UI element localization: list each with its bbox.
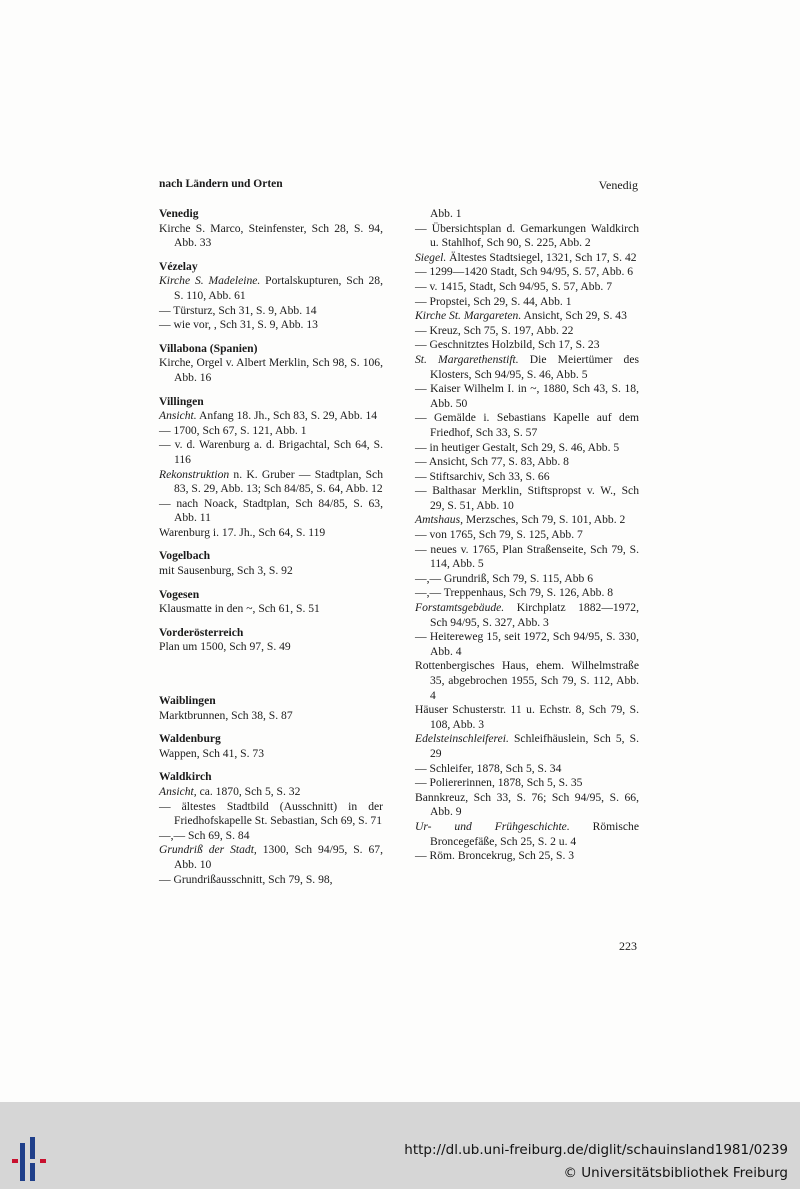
index-entry (159, 709, 383, 724)
index-entry (415, 309, 639, 324)
entry-text: Merzsches, Sch 79, S. 101, Abb. 2 (463, 513, 626, 527)
entry-text: Kirche S. Marco, Steinfenster, Sch 28, S. 94, Abb. 33 (159, 221, 383, 250)
entry-text: Ansicht, Sch 29, S. 43 (521, 309, 627, 323)
entry-text: Bannkreuz, Sch 33, S. 76; Sch 94/95, S. 66, Abb. 9 (415, 790, 639, 819)
index-entry (415, 251, 639, 266)
index-column-left (159, 207, 383, 887)
index-entry (159, 497, 383, 526)
entry-text: — Heitereweg 15, seit 1972, Sch 94/95, S. 330, Abb. 4 (415, 630, 639, 658)
entry-italic-label: Ur- und Frühgeschichte. (415, 819, 570, 833)
entry-italic-label: St. Margarethenstift. (415, 352, 519, 366)
entry-text: Plan um 1500, Sch 97, S. 49 (159, 640, 291, 654)
entry-italic-label: Ansicht, (159, 785, 197, 798)
index-entry (415, 470, 639, 485)
index-entry (159, 318, 383, 333)
entry-text: 1300, Sch 94/95, S. 67, Abb. 10 (174, 843, 383, 871)
index-entry (415, 484, 639, 513)
entry-text: — von 1765, Sch 79, S. 125, Abb. 7 (415, 528, 583, 542)
entry-text: — nach Noack, Stadtplan, Sch 84/85, S. 63, Abb. 11 (159, 496, 383, 525)
entry-text: mit Sausenburg, Sch 3, S. 92 (159, 564, 293, 578)
place-heading (159, 342, 383, 357)
entry-italic-label: Kirche S. Madeleine. (159, 274, 261, 288)
entry-text: Villingen (159, 394, 204, 408)
index-entry (415, 441, 639, 456)
index-entry (415, 513, 639, 528)
index-entry (415, 338, 639, 353)
entry-text: Villabona (Spanien) (159, 341, 258, 355)
index-entry (415, 382, 639, 411)
entry-text: Marktbrunnen, Sch 38, S. 87 (159, 708, 293, 722)
entry-text: Kirche, Orgel v. Albert Merklin, Sch 98, S. 106, Abb. 16 (159, 356, 383, 384)
entry-text: — Balthasar Merklin, Stiftspropst v. W., Sch 29, S. 51, Abb. 10 (415, 484, 639, 512)
place-heading (159, 694, 383, 709)
index-entry (415, 820, 639, 849)
index-entry (415, 791, 639, 820)
place-heading (159, 588, 383, 603)
entry-text: — in heutiger Gestalt, Sch 29, S. 46, Abb. 5 (415, 440, 620, 454)
place-heading (159, 626, 383, 641)
entry-text: Schleifhäuslein, Sch 5, S. 29 (430, 732, 639, 760)
entry-text: — Stiftsarchiv, Sch 33, S. 66 (415, 469, 550, 483)
entry-text: — v. d. Warenburg a. d. Brigachtal, Sch 64, S. 116 (159, 438, 383, 466)
entry-text: Abb. 1 (430, 207, 462, 220)
entry-text: — Propstei, Sch 29, S. 44, Abb. 1 (415, 294, 572, 308)
entry-text: ca. 1870, Sch 5, S. 32 (196, 785, 301, 798)
entry-text: — 1299—1420 Stadt, Sch 94/95, S. 57, Abb. 6 (415, 265, 634, 279)
entry-text: — Röm. Broncekrug, Sch 25, S. 3 (415, 849, 575, 863)
index-entry (415, 528, 639, 543)
entry-text: — v. 1415, Stadt, Sch 94/95, S. 57, Abb. 7 (415, 279, 612, 293)
entry-italic-label: Amtshaus, (415, 513, 463, 527)
entry-text: — neues v. 1765, Plan Straßenseite, Sch 79, S. 114, Abb. 5 (415, 542, 639, 571)
entry-italic-label: Ansicht. (159, 409, 197, 423)
entry-text: Rottenbergisches Haus, ehem. Wilhelmstraße 35, abgebrochen 1955, Sch 79, S. 112, Abb. 4 (415, 659, 639, 702)
running-header-right: Venedig (598, 178, 638, 192)
index-entry (415, 265, 639, 280)
entry-text: Waldkirch (159, 770, 212, 784)
permalink-url[interactable]: http://dl.ub.uni-freiburg.de/diglit/schauinsland1981/0239 (404, 1142, 788, 1158)
entry-text: Venedig (159, 207, 199, 220)
entry-text: Portalskupturen, Sch 28, S. 110, Abb. 61 (174, 274, 383, 302)
index-entry (159, 409, 383, 424)
entry-text: — Poliererinnen, 1878, Sch 5, S. 35 (415, 776, 583, 790)
entry-text: — wie vor, , Sch 31, S. 9, Abb. 13 (159, 318, 318, 332)
index-entry (159, 873, 383, 888)
index-entry (415, 586, 639, 601)
index-entry (415, 601, 639, 630)
place-heading (159, 395, 383, 410)
entry-text: — Grundrißausschnitt, Sch 79, S. 98, (159, 872, 333, 886)
index-entry (415, 732, 639, 761)
entry-text: — Ansicht, Sch 77, S. 83, Abb. 8 (415, 455, 569, 469)
index-entry (415, 543, 639, 572)
index-entry (159, 829, 383, 844)
entry-italic-label: Rekonstruktion (159, 467, 230, 481)
entry-text: — Schleifer, 1878, Sch 5, S. 34 (415, 761, 562, 775)
entry-text: — Kaiser Wilhelm I. in ~, 1880, Sch 43, S. 18, Abb. 50 (415, 382, 639, 410)
viewer-footer (0, 1102, 800, 1189)
place-heading (159, 770, 383, 785)
entry-text: Waiblingen (159, 694, 216, 708)
entry-text: Römische Broncegefäße, Sch 25, S. 2 u. 4 (430, 819, 639, 848)
entry-italic-label: Forstamtsgebäude. (415, 601, 505, 615)
index-entry (159, 602, 383, 617)
index-entry (159, 747, 383, 762)
entry-text: — Übersichtsplan d. Gemarkungen Waldkirch u. Stahlhof, Sch 90, S. 225, Abb. 2 (415, 221, 639, 250)
index-entry (415, 295, 639, 310)
index-entry (415, 207, 639, 222)
entry-text: —,— Treppenhaus, Sch 79, S. 126, Abb. 8 (415, 586, 614, 600)
index-entry (159, 640, 383, 655)
index-entry (159, 424, 383, 439)
entry-text: Warenburg i. 17. Jh., Sch 64, S. 119 (159, 525, 326, 539)
entry-text: — Türsturz, Sch 31, S. 9, Abb. 14 (159, 303, 317, 317)
index-entry (159, 843, 383, 872)
index-entry (415, 703, 639, 732)
index-entry (159, 356, 383, 385)
index-entry (159, 564, 383, 579)
running-header-left: nach Ländern und Orten (159, 178, 283, 190)
index-entry (415, 280, 639, 295)
index-entry (159, 785, 383, 800)
place-heading (159, 207, 383, 222)
page-number: 223 (619, 939, 637, 953)
index-entry (415, 411, 639, 440)
section-gap (159, 655, 383, 685)
entry-italic-label: Edelsteinschleiferei. (415, 732, 509, 746)
index-entry (415, 659, 639, 703)
index-entry (159, 526, 383, 541)
index-entry (415, 849, 639, 864)
entry-italic-label: Siegel. (415, 250, 447, 264)
copyright-notice: © Universitätsbibliothek Freiburg (563, 1165, 788, 1181)
index-entry (159, 438, 383, 467)
index-entry (415, 630, 639, 659)
entry-text: — 1700, Sch 67, S. 121, Abb. 1 (159, 423, 307, 437)
entry-text: Waldenburg (159, 732, 221, 746)
ub-freiburg-logo-icon (10, 1137, 54, 1181)
entry-text: —,— Sch 69, S. 84 (159, 828, 250, 842)
entry-text: Kirchplatz 1882—1972, Sch 94/95, S. 327, Abb. 3 (430, 601, 639, 629)
entry-text: — Gemälde i. Sebastians Kapelle auf dem Friedhof, Sch 33, S. 57 (415, 411, 639, 439)
place-heading (159, 732, 383, 747)
index-entry (415, 222, 639, 251)
index-entry (159, 468, 383, 497)
index-entry (415, 353, 639, 382)
index-entry (415, 762, 639, 777)
entry-text: Ältestes Stadtsiegel, 1321, Sch 17, S. 42 (446, 250, 637, 264)
entry-text: —,— Grundriß, Sch 79, S. 115, Abb 6 (415, 571, 593, 585)
entry-text: Vogelbach (159, 549, 211, 563)
entry-text: Klausmatte in den ~, Sch 61, S. 51 (159, 602, 320, 616)
entry-text: Die Meiertümer des Klosters, Sch 94/95, S. 46, Abb. 5 (430, 352, 639, 381)
index-entry (415, 455, 639, 470)
entry-text: Vogesen (159, 587, 200, 601)
entry-text: — Kreuz, Sch 75, S. 197, Abb. 22 (415, 323, 574, 337)
place-heading (159, 260, 383, 275)
entry-text: n. K. Gruber — Stadtplan, Sch 83, S. 29, Abb. 13; Sch 84/85, S. 64, Abb. 12 (174, 467, 383, 496)
index-entry (415, 572, 639, 587)
entry-italic-label: Kirche St. Margareten. (415, 309, 522, 323)
entry-text: Wappen, Sch 41, S. 73 (159, 746, 265, 760)
entry-text: — ältestes Stadtbild (Ausschnitt) in der Friedhofskapelle St. Sebastian, Sch 69, S. 71 (159, 799, 383, 828)
index-entry (415, 324, 639, 339)
entry-text: Anfang 18. Jh., Sch 83, S. 29, Abb. 14 (196, 409, 378, 423)
index-entry (159, 800, 383, 829)
index-column-right (415, 207, 639, 864)
entry-text: Häuser Schusterstr. 11 u. Echstr. 8, Sch 79, S. 108, Abb. 3 (415, 703, 639, 731)
index-entry (415, 776, 639, 791)
entry-text: Vézelay (159, 259, 198, 273)
index-entry (159, 222, 383, 251)
entry-italic-label: Grundriß der Stadt, (159, 843, 257, 857)
entry-text: — Geschnitztes Holzbild, Sch 17, S. 23 (415, 338, 600, 352)
place-heading (159, 549, 383, 564)
index-entry (159, 274, 383, 303)
entry-text: Vorderösterreich (159, 625, 244, 639)
index-entry (159, 304, 383, 319)
